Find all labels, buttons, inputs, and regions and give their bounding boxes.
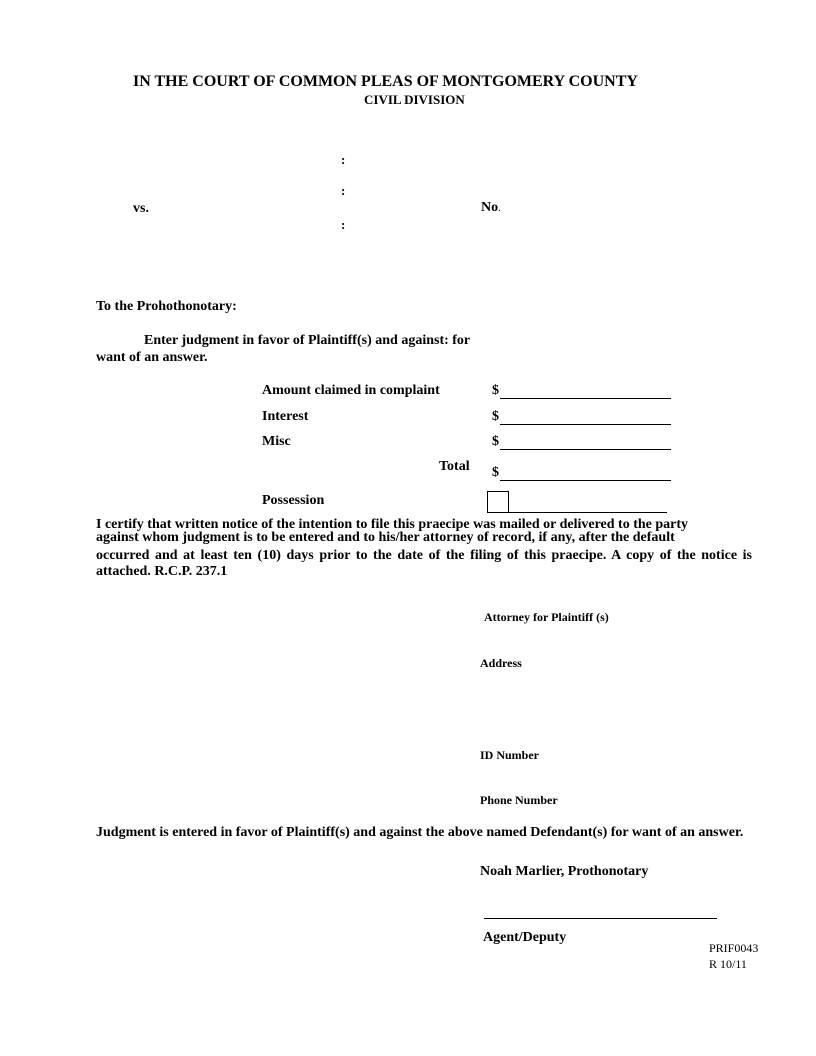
attorney-title: Attorney for Plaintiff (s) xyxy=(484,610,609,624)
misc-currency: $ xyxy=(492,434,499,449)
certification-line-2: against whom judgment is to be entered and to his/her attorney of record, if any, after the default xyxy=(96,530,675,545)
amount-claimed-currency: $ xyxy=(492,383,499,398)
misc-label: Misc xyxy=(262,434,291,449)
total-currency: $ xyxy=(492,465,499,480)
interest-label: Interest xyxy=(262,409,309,424)
salutation: To the Prohothonotary: xyxy=(96,299,237,314)
versus-label: vs. xyxy=(133,201,149,216)
certification-line-1: I certify that written notice of the intention to file this praecipe was mailed or delivered to the party xyxy=(96,517,689,532)
total-line[interactable] xyxy=(500,480,671,481)
form-revision: R 10/11 xyxy=(709,957,747,971)
certification-paragraph: occurred and at least ten (10) days prior to the date of the filing of this praecipe. A copy of the notice is attached. R.C.P. 237.1 xyxy=(96,548,752,579)
possession-checkbox[interactable] xyxy=(487,491,509,513)
misc-line[interactable] xyxy=(500,449,671,450)
division-title: CIVIL DIVISION xyxy=(364,92,465,107)
possession-line[interactable] xyxy=(509,512,667,513)
signature-line[interactable] xyxy=(484,918,717,919)
attorney-phone-label: Phone Number xyxy=(480,793,558,807)
amount-claimed-label: Amount claimed in complaint xyxy=(262,383,440,398)
agent-deputy-label: Agent/Deputy xyxy=(483,930,567,945)
total-label: Total xyxy=(439,459,470,474)
intro-line-2: want of an answer. xyxy=(96,350,208,365)
interest-currency: $ xyxy=(492,409,499,424)
court-title: IN THE COURT OF COMMON PLEAS OF MONTGOMERY COUNTY xyxy=(133,73,638,90)
caption-colon-3: : xyxy=(341,217,346,232)
interest-line[interactable] xyxy=(500,424,671,425)
intro-line-1: Enter judgment in favor of Plaintiff(s) and against: for xyxy=(144,333,471,348)
caption-colon-2: : xyxy=(341,183,346,198)
attorney-id-label: ID Number xyxy=(480,748,539,762)
form-code: PRIF0043 xyxy=(709,941,759,955)
judgment-text: Judgment is entered in favor of Plaintiff(s) and against the above named Defendant(s) for want of an answer. xyxy=(96,825,744,840)
possession-label: Possession xyxy=(262,493,325,508)
caption-colon-1: : xyxy=(341,152,346,167)
case-number-label: No. xyxy=(481,200,501,215)
amount-claimed-line[interactable] xyxy=(500,398,671,399)
attorney-address-label: Address xyxy=(480,656,522,670)
prothonotary-name: Noah Marlier, Prothonotary xyxy=(480,864,649,879)
